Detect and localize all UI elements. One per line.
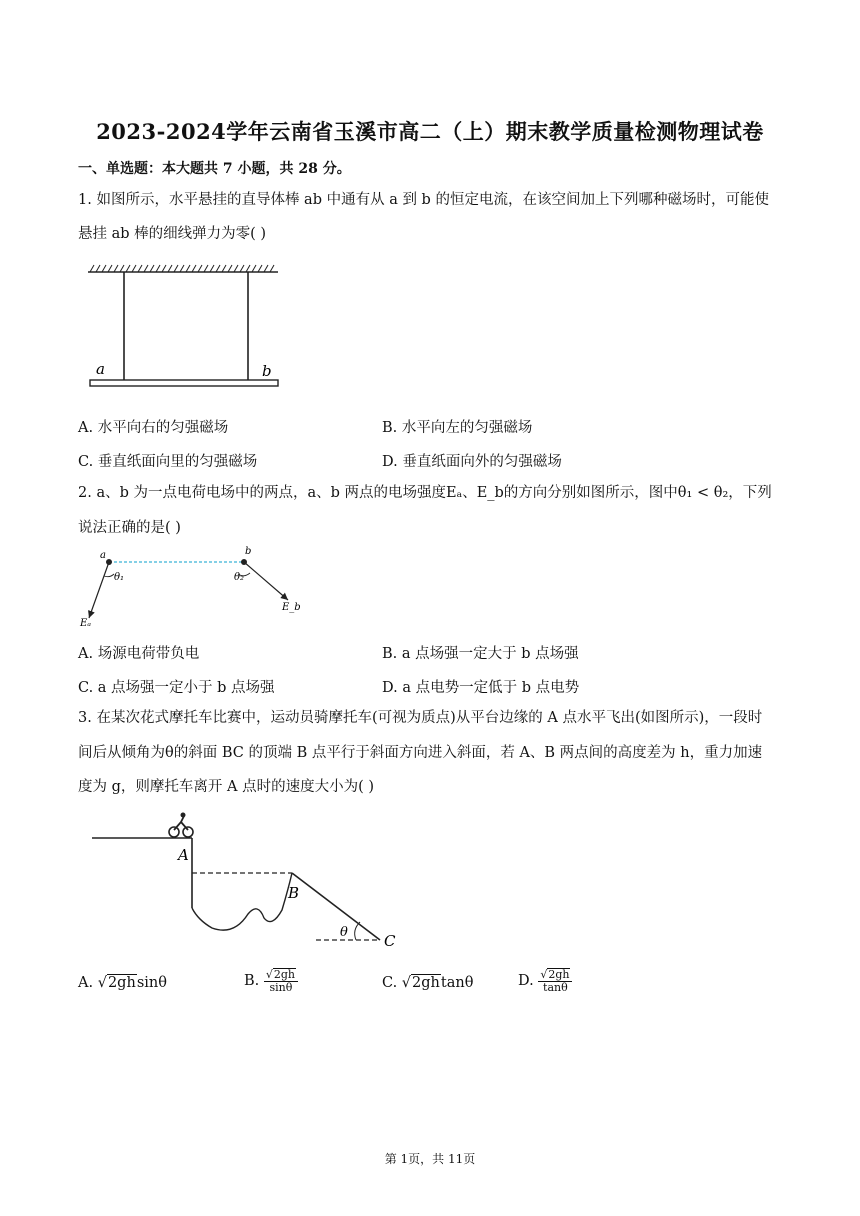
q2-fig-Eb: E_b [282,602,301,613]
q2-stem-line1: 2. a、b 为一点电荷电场中的两点，a、b 两点的电场强度Eₐ、E_b的方向分别如图所示，图中θ₁ < θ₂，下列 [78,485,772,501]
q1-stem-line1: 1. 如图所示，水平悬挂的直导体棒 ab 中通有从 a 到 b 的恒定电流，在该空间加上下列哪种磁场时，可能使 [78,192,769,208]
q3-option-d-prefix: D. [518,973,534,989]
q3-fig-label-C: C [384,932,396,950]
q2-fig-label-a: a [100,550,106,561]
q3-figure [88,810,408,950]
q3-option-b [244,968,298,994]
q3-stem-line2: 间后从倾角为θ的斜面 BC 的顶端 B 点平行于斜面方向进入斜面，若 A、B 两点间的高度差为 h，重力加速 [78,745,763,761]
sqrt-icon: √ [540,968,548,981]
q3-option-a-radicand: 2gh [107,975,136,991]
sqrt-icon: √ [97,975,107,991]
q3-fig-label-B: B [288,884,300,902]
q1-option-c: C. 垂直纸面向里的匀强磁场 [78,454,258,470]
q3-option-a-tail: sinθ [136,975,167,991]
q3-option-c-radicand: 2gh [412,975,440,991]
q3-option-c-tail: tanθ [440,975,474,991]
q2-fig-label-b: b [245,546,252,557]
q1-option-b: B. 水平向左的匀强磁场 [382,420,533,436]
q3-fig-theta: θ [340,925,348,940]
q2-stem-line2: 说法正确的是( ) [78,520,181,536]
q2-option-b: B. a 点场强一定大于 b 点场强 [382,646,579,662]
q3-stem-line1: 3. 在某次花式摩托车比赛中，运动员骑摩托车(可视为质点)从平台边缘的 A 点水平飞出(如图所示)，一段时 [78,710,763,726]
sqrt-icon: √ [265,968,273,981]
q3-option-a-prefix: A. [78,975,94,991]
q3-option-d-fraction [538,968,572,994]
section-header: 一、单选题：本大题共 7 小题，共 28 分。 [78,161,351,177]
q3-option-d [518,968,572,994]
q3-option-b-prefix: B. [244,973,260,989]
q3-option-c-prefix: C. [382,975,398,991]
q1-stem-line2: 悬挂 ab 棒的细线弹力为零( ) [78,226,267,242]
q1-option-d: D. 垂直纸面向外的匀强磁场 [382,454,562,470]
sqrt-icon: √ [401,975,412,991]
page-title: 2023-2024学年云南省玉溪市高二（上）期末教学质量检测物理试卷 [96,119,764,144]
q1-fig-label-a: a [96,360,105,378]
q3-fig-label-A: A [178,846,189,864]
q1-figure [84,262,284,394]
q2-figure [76,544,306,632]
q1-option-a: A. 水平向右的匀强磁场 [78,420,229,436]
q3-option-c [382,974,473,991]
q3-option-a [78,974,167,991]
q3-option-d-numerator: 2gh [548,968,570,981]
q2-option-a: A. 场源电荷带负电 [78,646,200,662]
q1-fig-label-b: b [262,362,272,380]
q3-option-d-denominator: tanθ [543,981,568,994]
q2-option-c: C. a 点场强一定小于 b 点场强 [78,680,275,696]
q3-option-b-denominator: sinθ [269,981,293,994]
page-footer: 第 1页，共 11页 [384,1152,476,1166]
q2-option-d: D. a 点电势一定低于 b 点电势 [382,680,580,696]
q2-fig-Ea: Eₐ [80,618,92,629]
q3-option-b-numerator: 2gh [273,968,296,981]
q2-fig-theta2: θ₂ [234,572,245,583]
q3-option-b-fraction [264,968,298,994]
q2-fig-theta1: θ₁ [114,572,125,583]
motorcycle-icon [169,813,193,838]
q3-stem-line3: 度为 g，则摩托车离开 A 点时的速度大小为( ) [78,779,375,795]
